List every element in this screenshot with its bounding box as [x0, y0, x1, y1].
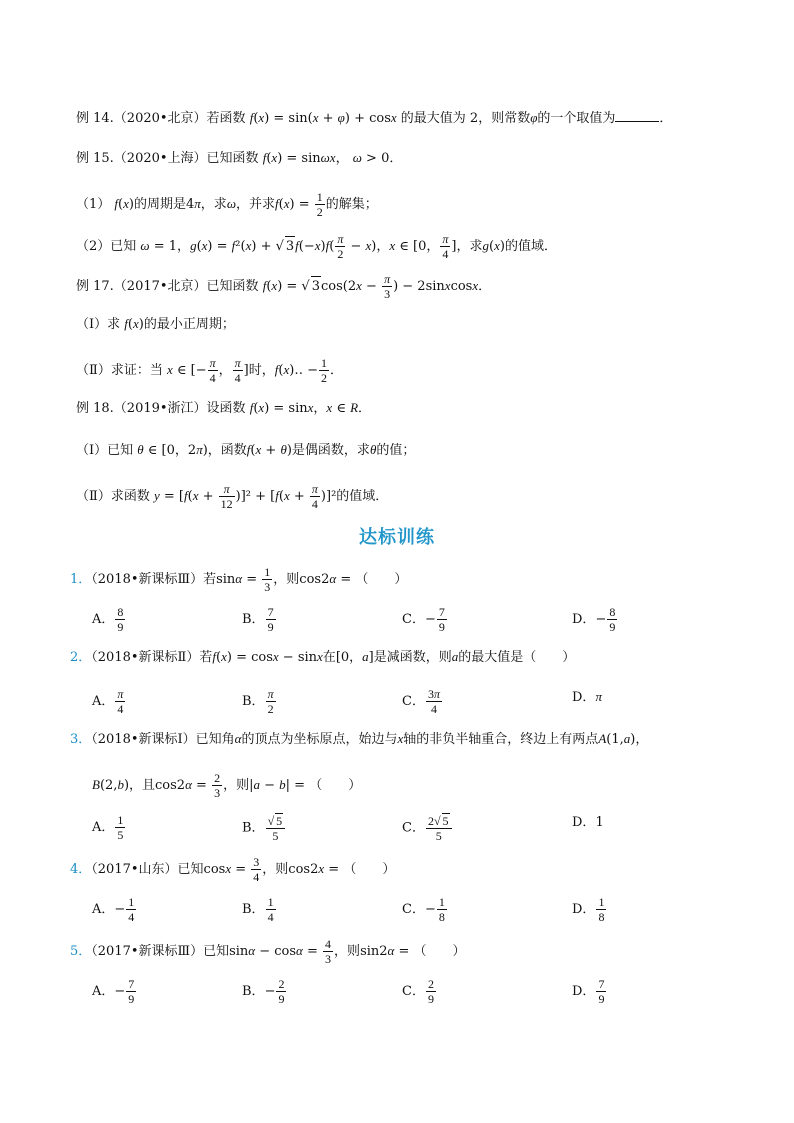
q3-option-d[interactable]: D．1 — [572, 815, 604, 830]
q2-option-c[interactable]: C． $\frac{3\pi}{4}$ — [402, 687, 440, 716]
example-14: 例 14.（2020•北京）若函数 f(x) = sin(x + φ) + cosx 的最大值为 2，则常数φ的一个取值为 ． — [76, 110, 673, 126]
q2-option-b[interactable]: B． $\frac{\pi}{2}$ — [242, 687, 274, 716]
q1-option-b[interactable]: B． $\frac{7}{9}$ — [242, 605, 274, 634]
q4-option-b[interactable]: B． $\frac{1}{4}$ — [242, 895, 274, 924]
section-title: 达标训练 — [359, 527, 435, 548]
answer-blank — [615, 109, 659, 122]
example-17: 例 17.（2017•北京）已知函数 f(x) = √ 3cos(2x − $\frac{\pi}{3}$ ) − 2sinxcosx． — [76, 272, 492, 301]
question-2: 2．（2018•新课标Ⅱ）若f(x) = cosx − sinx在[0，a]是减函数，则a的最大值是（ ） — [70, 649, 576, 665]
q1-option-a[interactable]: A． $\frac{8}{9}$ — [92, 605, 124, 634]
example-15: 例 15.（2020•上海）已知函数 f(x) = sinωx， ω > 0． — [76, 150, 403, 166]
example-18-part-1: （Ⅰ）已知 θ ∈ [0，2π)，函数f(x + θ)是偶函数，求θ的值； — [76, 442, 416, 458]
question-4: 4．（2017•山东）已知cosx = $\frac{3}{4}$ ，则cos2x = （ ） — [70, 855, 396, 884]
q4-option-a[interactable]: A．− $\frac{1}{4}$ — [92, 895, 135, 924]
q3-option-b[interactable]: B． $\frac{√ 5}{5}$ — [242, 813, 286, 843]
q3-option-c[interactable]: C． $\frac{2√ 5}{5}$ — [402, 813, 453, 843]
question-1: 1．（2018•新课标Ⅲ）若sinα = $\frac{1}{3}$ ，则cos2α = （ ） — [70, 565, 408, 594]
q2-option-a[interactable]: A． $\frac{\pi}{4}$ — [92, 687, 124, 716]
example-17-part-2: （Ⅱ）求证：当 x ∈ [− $\frac{\pi}{4}$ ， $\frac{\pi}{4}$ ]时，f(x)‥ − $\frac{1}{2}$ ． — [76, 356, 344, 385]
question-3: 3．（2018•新课标Ⅰ）已知角α的顶点为坐标原点，始边与x轴的非负半轴重合，终边上有两点A(1,a)， — [70, 731, 649, 747]
example-15-part-1: （1） f(x)的周期是4π，求ω，并求f(x) = $\frac{1}{2}$ 的解集； — [76, 190, 378, 219]
q1-option-d[interactable]: D．− $\frac{8}{9}$ — [572, 605, 616, 634]
q5-option-b[interactable]: B．− $\frac{2}{9}$ — [242, 977, 285, 1006]
q4-option-c[interactable]: C．− $\frac{1}{8}$ — [402, 895, 445, 924]
question-5: 5．（2017•新课标Ⅲ）已知sinα − cosα = $\frac{4}{3}$ ，则sin2α = （ ） — [70, 937, 466, 966]
q5-option-d[interactable]: D． $\frac{7}{9}$ — [572, 977, 605, 1006]
q5-option-c[interactable]: C． $\frac{2}{9}$ — [402, 977, 434, 1006]
q3-option-a[interactable]: A． $\frac{1}{5}$ — [92, 813, 124, 842]
q4-option-d[interactable]: D． $\frac{1}{8}$ — [572, 895, 605, 924]
q2-option-d[interactable]: D．π — [572, 689, 602, 705]
q1-option-c[interactable]: C．− $\frac{7}{9}$ — [402, 605, 445, 634]
question-3-line-2: B(2,b)，且cos2α = $\frac{2}{3}$ ，则|a − b| = （ ） — [92, 771, 362, 800]
example-15-part-2: （2）已知 ω = 1，g(x) = f²(x) + √ 3f(−x)f( $\frac{\pi}{2}$ − x)，x ∈ [0， $\frac{\pi}{4}$ ]，求g(x)的值域． — [76, 232, 557, 261]
example-17-part-1: （Ⅰ）求 f(x)的最小正周期； — [76, 316, 235, 332]
example-18: 例 18.（2019•浙江）设函数 f(x) = sinx，x ∈ R． — [76, 400, 372, 416]
q5-option-a[interactable]: A．− $\frac{7}{9}$ — [92, 977, 135, 1006]
example-18-part-2: （Ⅱ）求函数 y = [f(x + $\frac{\pi}{12}$ )]² + [f(x + $\frac{\pi}{4}$ )]²的值域． — [76, 482, 389, 511]
